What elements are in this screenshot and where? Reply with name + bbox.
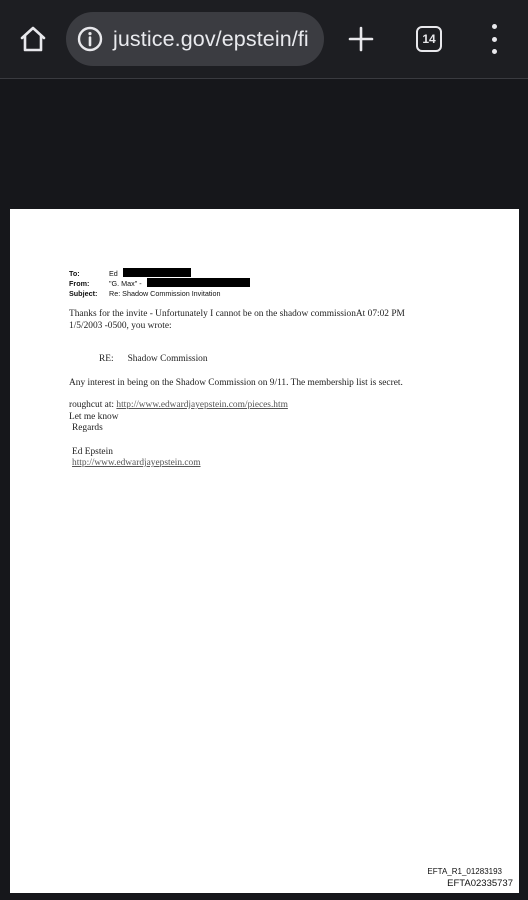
home-button[interactable] — [14, 22, 52, 56]
plus-icon — [348, 26, 374, 52]
to-value: Ed — [109, 269, 118, 278]
question-line: Any interest in being on the Shadow Commission on 9/11. The membership list is secret. — [69, 378, 403, 388]
reply-line-1: Thanks for the invite - Unfortunately I cannot be on the shadow commissionAt 07:02 PM — [69, 309, 405, 319]
from-value: "G. Max" - — [109, 279, 142, 288]
home-icon — [19, 25, 47, 53]
signature-url[interactable]: http://www.edwardjayepstein.com — [72, 458, 201, 468]
roughcut-label: roughcut at: — [69, 400, 115, 410]
redaction-bar — [147, 278, 250, 287]
re-label: RE: — [99, 354, 114, 364]
roughcut-link[interactable]: http://www.edwardjayepstein.com/pieces.htm — [116, 400, 288, 410]
signature-name: Ed Epstein — [72, 447, 113, 457]
signature-link — [72, 457, 201, 469]
efta-id-secondary: EFTA02335737 — [447, 878, 513, 889]
subject-value: Re: Shadow Commission Invitation — [109, 289, 221, 298]
address-bar[interactable] — [66, 12, 324, 66]
to-label: To: — [69, 269, 80, 278]
tab-count: 14 — [422, 32, 436, 46]
redaction-bar — [123, 268, 191, 277]
efta-id-primary: EFTA_R1_01283193 — [427, 867, 502, 876]
browser-toolbar — [0, 0, 528, 79]
roughcut-line — [69, 399, 288, 411]
document-page — [10, 209, 519, 893]
url-text[interactable]: justice.gov/epstein/fi — [113, 26, 309, 51]
overflow-menu-button[interactable] — [482, 24, 506, 54]
from-label: From: — [69, 279, 90, 288]
re-value: Shadow Commission — [127, 354, 208, 364]
let-me-know-line: Let me know — [69, 412, 119, 422]
reply-line-2: 1/5/2003 -0500, you wrote: — [69, 321, 172, 331]
new-tab-button[interactable] — [344, 22, 378, 56]
subject-label: Subject: — [69, 289, 98, 298]
site-info-icon[interactable] — [77, 26, 103, 52]
more-vert-icon — [492, 24, 497, 29]
tab-switcher-button[interactable] — [416, 26, 442, 52]
regards-line: Regards — [72, 423, 103, 433]
re-line — [99, 353, 208, 365]
